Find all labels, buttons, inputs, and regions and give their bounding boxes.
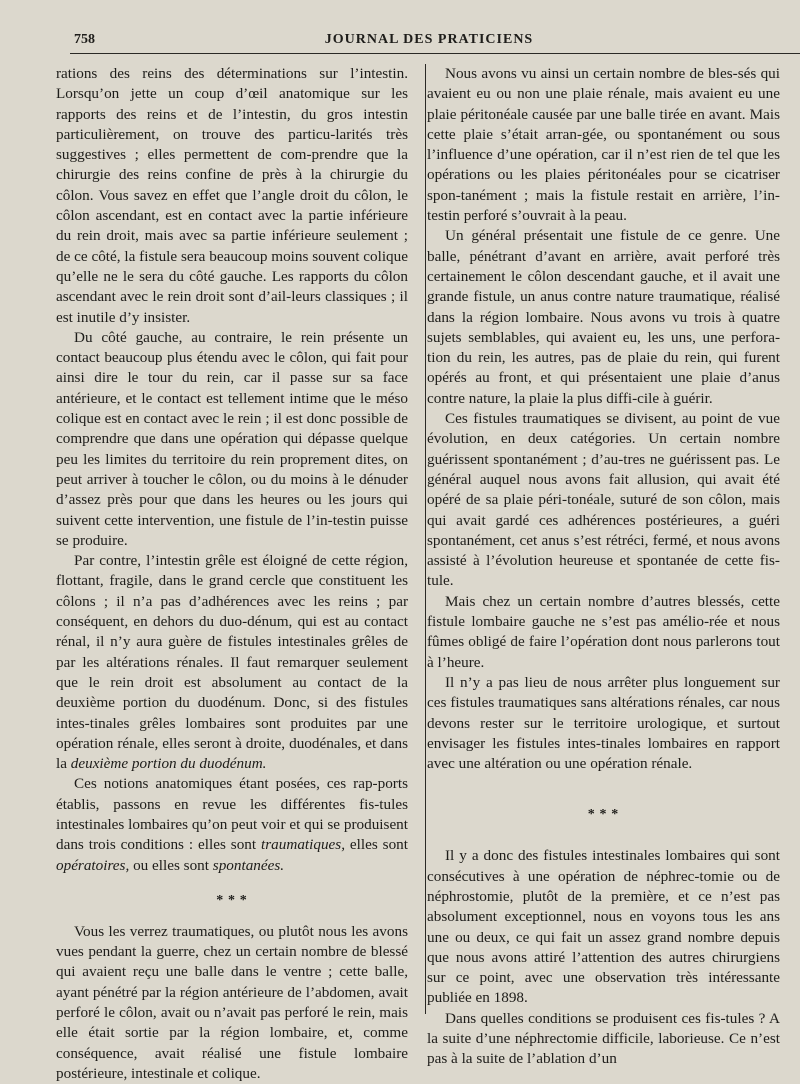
- paragraph: rations des reins des déterminations sur l’intestin. Lorsqu’on jette un coup d’œil anatomique sur les rapports des reins et de l’intestin, du gros intestin particulièrement, on trouve des particu-larités très suggestives ; elles permettent de com-prendre que la chirurgie des reins confine de près à la chirurgie du côlon. Vous savez en effet que l’angle droit du côlon, le côlon ascendant, est en contact avec la partie inférieure du rein droit, mais avec sa partie inférieure seulement ; de ce côté, la fistule sera beaucoup moins souvent colique qu’elle ne le sera du côté gauche. Les rapports du côlon ascendant avec le rein droit sont d’ail-leurs classiques ; il est inutile d’y insister.: [56, 65, 408, 326]
- paragraph: Du côté gauche, au contraire, le rein présente un contact beaucoup plus étendu avec le côlon, qui fait pour ainsi dire le tour du rein, car il passe sur sa face antérieure, et le contact est tellement intime que le méso colique est en contact avec le rein ; il est donc possible de comprendre que dans une opération qui dépasse quelque peu les limites du territoire du rein proprement dites, on peut arriver à toucher le côlon, ou du moins à le dénuder d’assez près pour que dans les heures ou les jours qui suivent cette intervention, une fistule de l’in-testin puisse se produire.: [56, 328, 408, 549]
- left-column: [56, 64, 408, 1084]
- paragraph: Nous avons vu ainsi un certain nombre de bles-sés qui avaient eu ou non une plaie rénale, mais avaient eu une plaie péritonéale causée par une balle tirée en avant. Mais cette plaie s’était arran-gée, ou spontanément ou sous l’influence d’une opération, car il n’est rien de tel que les opérations ou les plaies péritonéales pour se cicatriser spon-tanément ; mais la fistule restait en arrière, l’in-testin perforé s’ouvrait à la peau.: [427, 65, 780, 225]
- paragraph: Par contre, l’intestin grêle est éloigné de cette région, flottant, fragile, dans le grand cercle que constituent les côlons ; il n’a pas d’adhérences avec les reins ; par conséquent, en dehors du duo-dénum, qui est au contact rénal, il n’y aura guère de fistules intestinales grêles de par les altérations rénales. Il faut remarquer seulement que le rein droit est absolument au contact de la deuxième portion du duodénum. Donc, si des fistules intes-tinales grêles lombaires sont produites par une opération rénale, elles seront à droite, duodénales, et dans la deuxième portion du duodénum.: [56, 552, 408, 773]
- paragraph: Ces notions anatomiques étant posées, ces rap-ports établis, passons en revue les différentes fis-tules intestinales lombaires qu’on peut voir et qui se produisent dans trois conditions : elles sont traumatiques, elles sont opératoires, ou elles sont spontanées.: [56, 775, 408, 874]
- paragraph: Dans quelles conditions se produisent ces fis-tules ? A la suite d’une néphrectomie difficile, laborieuse. Ce n’est pas à la suite de l’ablation d’un: [427, 1009, 780, 1068]
- column-divider: [425, 64, 426, 1014]
- running-header: [70, 30, 788, 52]
- paragraph: Vous les verrez traumatiques, ou plutôt nous les avons vues pendant la guerre, chez un certain nombre de blessé qui avaient reçu une balle dans le ventre ; cette balle, ayant pénétré par la région antérieure de l’abdomen, avait perforé le côlon, avait ou n’avait pas perforé le rein, mais elle était sortie par la région lombaire, et, comme conséquence, avait réalisé une fistule lombaire postérieure, intestinale et colique.: [56, 922, 408, 1082]
- paragraph: Il n’y a pas lieu de nous arrêter plus longuement sur ces fistules traumatiques sans altérations rénales, car nous devons rester sur le territoire urologique, et surtout envisager les fistules intes-tinales lombaires en rapport avec une altération ou une opération rénale.: [427, 673, 780, 773]
- journal-title: JOURNAL DES PRATICIENS: [324, 32, 534, 47]
- paragraph: Un général présentait une fistule de ce genre. Une balle, pénétrant d’avant en arrière, avait perforé très certainement le côlon descendant gauche, et il avait une grande fistule, un anus contre nature traumatique, réalisé dans la région lombaire. Nous avons vu trois à quatre sujets semblables, qui avaient eu, les uns, une perfora-tion du rein, les autres, pas de plaie du rein, qui furent opérés au front, et qui présentaient une plaie d’anus contre nature, la plaie la plus diffi-cile à guérir.: [427, 227, 780, 407]
- header-rule: [70, 53, 800, 54]
- right-column: [427, 64, 780, 1070]
- paragraph: Il y a donc des fistules intestinales lombaires qui sont consécutives à une opération de néphrec-tomie ou de néphrostomie, plutôt de la première, et ce n’est pas absolument exceptionnel, nous en voyons tous les ans une ou deux, ce qui fait un assez grand nombre depuis que nous avons attiré l’attention des autres chirurgiens sur ce point, avec une observation très intéressante publiée en 1898.: [427, 847, 780, 1007]
- section-asterism: * * *: [216, 892, 248, 908]
- paragraph: Ces fistules traumatiques se divisent, au point de vue évolution, en deux catégories. Un certain nombre guérissent spontanément ; d’au-tres ne guérissent pas. Le général auquel nous avons fait allusion, qui avait été opéré de sa plaie péri-tonéale, suturé de son côlon, mais qui avait gardé ces adhérences postérieures, a guéri spontanément, cet anus s’est rétréci, fermé, et nous avons assisté à l’évolution heureuse et spontanée de cette fis-tule.: [427, 410, 780, 590]
- page-number: 758: [74, 32, 95, 47]
- section-asterism: * * *: [587, 807, 620, 823]
- paragraph: Mais chez un certain nombre d’autres blessés, cette fistule lombaire gauche ne s’est pas amélio-rée et nous fûmes obligé de faire l’opération dont nous parlerons tout à l’heure.: [427, 592, 780, 671]
